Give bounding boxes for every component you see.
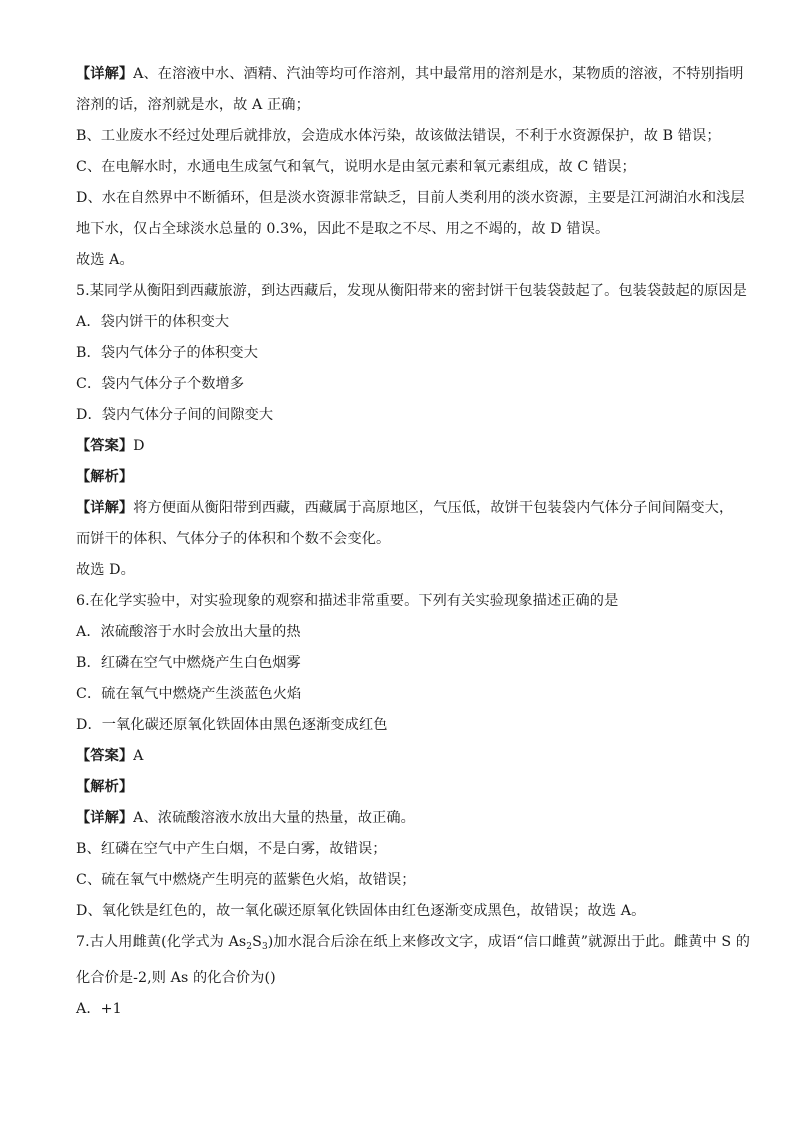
q5-analysis-tag: [76, 467, 726, 487]
q6-explain-b: B、红磷在空气中产生白烟，不是白雾，故错误；: [76, 841, 387, 857]
q4-explain-a-line2: 溶剂的话，溶剂就是水，故 A 正确；: [76, 97, 310, 113]
q7-stem-mid: S: [252, 934, 262, 950]
q7-stem-post: )加水混合后涂在纸上来修改文字，成语“信口雌黄”就源出于此。雌黄中 S 的: [267, 934, 751, 950]
page-content: [76, 64, 751, 1030]
q5-option-d: D．袋内气体分子间的间隙变大: [76, 407, 274, 423]
q4-explain-b: B、工业废水不经过处理后就排放，会造成水体污染，故该做法错误，不利于水资源保护，故 B 错误；: [76, 128, 721, 144]
q7-subscript-2: 3: [261, 942, 268, 952]
q6-answer: [76, 746, 726, 766]
explain-tag: 【详解】: [76, 66, 134, 82]
q7-stem-pre: 7.古人用雌黄(化学式为 As: [76, 934, 247, 950]
q7-subscript-1: 2: [246, 942, 253, 952]
q6-stem: 6.在化学实验中，对实验现象的观察和描述非常重要。下列有关实验现象描述正确的是: [76, 593, 619, 609]
q5-option-a: A．袋内饼干的体积变大: [76, 314, 230, 330]
answer-tag: 【答案】: [76, 748, 134, 764]
q5-stem: 5.某同学从衡阳到西藏旅游，到达西藏后，发现从衡阳带来的密封饼干包装袋鼓起了。包装袋鼓起的原因是: [76, 283, 747, 299]
q5-choose: 故选 D。: [76, 562, 135, 578]
answer-tag: 【答案】: [76, 438, 134, 454]
q6-explain-a-text: A、浓硫酸溶液水放出大量的热量，故正确。: [133, 810, 415, 826]
q6-option-d: D．一氧化碳还原氧化铁固体由黑色逐渐变成红色: [76, 717, 388, 733]
q5-option-b: B．袋内气体分子的体积变大: [76, 345, 258, 361]
q6-option-c: C．硫在氧气中燃烧产生淡蓝色火焰: [76, 686, 302, 702]
q7-stem-line2: 化合价是-2,则 As 的化合价为(): [76, 970, 276, 986]
q6-explain-c: C、硫在氧气中燃烧产生明亮的蓝紫色火焰，故错误；: [76, 872, 416, 888]
q5-option-c: C．袋内气体分子个数增多: [76, 376, 245, 392]
analysis-tag: 【解析】: [76, 469, 134, 485]
q5-explain-line2: 而饼干的体积、气体分子的体积和个数不会变化。: [76, 531, 391, 547]
q7-option-a: A．+1: [76, 1001, 122, 1017]
q5-answer: [76, 436, 726, 456]
q5-explain-line1: [76, 498, 734, 518]
q5-explain-text1: 将方便面从衡阳带到西藏，西藏属于高原地区，气压低，故饼干包装袋内气体分子间间隔变大，: [133, 500, 734, 516]
q4-choose: 故选 A。: [76, 252, 134, 268]
q6-option-a: A．浓硫酸溶于水时会放出大量的热: [76, 624, 301, 640]
q6-explain-a: [76, 808, 726, 828]
q7-stem-line1: [76, 932, 751, 957]
q5-answer-value: D: [133, 438, 145, 454]
q6-explain-d: D、氧化铁是红色的，故一氧化碳还原氧化铁固体由红色逐渐变成黑色，故错误；故选 A。: [76, 903, 646, 919]
q4-explain-d-line2: 地下水，仅占全球淡水总量的 0.3%，因此不是取之不尽、用之不竭的，故 D 错误。: [76, 221, 610, 237]
q4-explain-d-line1: D、水在自然界中不断循环，但是淡水资源非常缺乏，目前人类利用的淡水资源，主要是江河湖泊水和浅层: [76, 190, 745, 206]
q4-explain-a-text1: A、在溶液中水、酒精、汽油等均可作溶剂，其中最常用的溶剂是水，某物质的溶液，不特别指明: [133, 66, 744, 82]
q6-analysis-tag: [76, 777, 726, 797]
q4-explain-c: C、在电解水时，水通电生成氢气和氧气，说明水是由氢元素和氧元素组成，故 C 错误；: [76, 159, 636, 175]
analysis-tag: 【解析】: [76, 779, 134, 795]
explain-tag: 【详解】: [76, 500, 134, 516]
q6-answer-value: A: [133, 748, 144, 764]
explain-tag: 【详解】: [76, 810, 134, 826]
q6-option-b: B．红磷在空气中燃烧产生白色烟雾: [76, 655, 301, 671]
q4-explain-a-line1: [76, 64, 744, 84]
